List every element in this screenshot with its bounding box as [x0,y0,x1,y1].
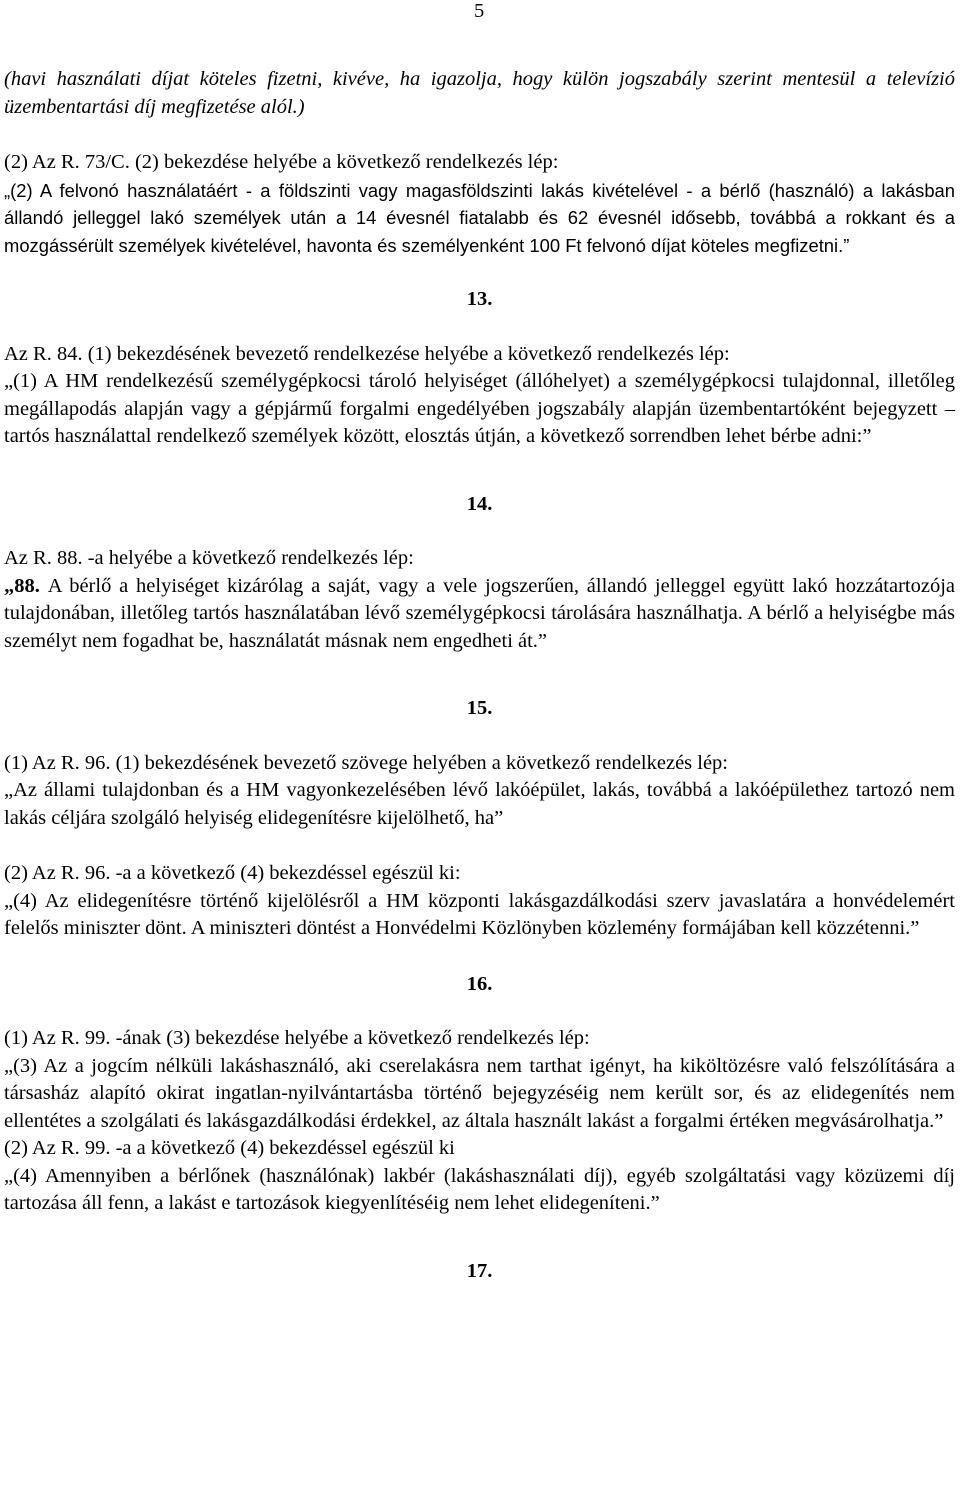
amendment-intro: Az R. 84. (1) bekezdésének bevezető rendelkezése helyébe a következő rendelkezés lép: [4,342,730,365]
section-heading-13: 13. [466,288,493,310]
amendment-quote [4,573,955,656]
amendment-quote: „Az állami tulajdonban és a HM vagyonkezelésében lévő lakóépület, lakás, továbbá a lakóépülethez tartozó nem lakás céljára szolgáló helyiség elidegenítésre kijelölhető, ha” [4,779,955,829]
amendment-quote: „(4) Amennyiben a bérlőnek (használónak) lakbér (lakáshasználati díj), egyéb szolgáltatási vagy közüzemi díj tartozása áll fenn, a lakást e tartozások kiegyenlítéséig nem lehet elidegeníteni.” [4,1164,955,1214]
spacer [4,1218,955,1258]
section-heading-16: 16. [466,972,493,995]
paragraph-continuation: (havi használati díjat köteles fizetni, kivéve, ha igazolja, hogy külön jogszabály szerint mentesül a televízió üzembentartási díj megfizetése alól.) [4,68,955,118]
amendment-quote: „(3) Az a jogcím nélküli lakáshasználó, aki cserelakásra nem tarthat igényt, ha kiköltözésre való felszólítására a társasház alapító okirat ingatlan-nyilvántartásba történő bejegyzéséig nem került sor, és az elidegenítés nem ellentétes a szolgálati és lakásgazdálkodási érdekkel, az általa használt lakást a forgalmi értéken megvásárolhatja.” [4,1054,955,1132]
amendment-intro: (2) Az R. 96. -a a következő (4) bekezdéssel egészül ki: [4,862,461,884]
spacer [4,451,955,491]
spacer [4,723,955,750]
quote-section-number: „88. [4,574,48,597]
amendment-intro: (1) Az R. 96. (1) bekezdésének bevezető szövege helyében a következő rendelkezés lép: [4,751,729,774]
section-heading-14: 14. [466,492,493,515]
amendment-intro: (2) Az R. 99. -a a következő (4) bekezdéssel egészül ki [4,1137,455,1159]
amendment-intro: (1) Az R. 99. -ának (3) bekezdése helyébe a következő rendelkezés lép: [4,1027,590,1049]
amendment-quote: „(2) A felvonó használatáért - a földszinti vagy magasföldszinti lakás kivételével - a bérlő (használó) a lakásban állandó jelleggel lakó személyek után a 14 évesnél fiatalabb és 62 évesnél idősebb, továbbá a rokkant és a mozgássérült személyek kivételével, havonta és személyenként 100 Ft felvonó díjat köteles megfizetni.” [4,179,955,256]
spacer [4,655,955,695]
section-heading-15: 15. [466,697,493,719]
spacer [4,832,955,860]
spacer [4,314,955,341]
amendment-quote: „(1) A HM rendelkezésű személygépkocsi tároló helyiséget (állóhelyet) a személygépkocsi tulajdonnal, illetőleg megállapodás alapján vagy a gépjármű forgalmi engedélyében jogszabály alapján üzembentartóként bejegyzett – tartós használattal rendelkező személyek között, elosztás útján, a következő sorrendben lehet bérbe adni:” [4,370,955,447]
spacer [4,518,955,545]
spacer [4,998,955,1025]
amendment-quote: „(4) Az elidegenítésre történő kijelölésről a HM központi lakásgazdálkodási szerv javaslatára a honvédelemért felelős miniszter dönt. A miniszteri döntést a Honvédelmi Közlönyben közlemény formájában kell közzétenni.” [4,889,955,939]
amendment-intro: (2) Az R. 73/C. (2) bekezdése helyébe a következő rendelkezés lép: [4,151,559,173]
amendment-intro: Az R. 88. -a helyébe a következő rendelkezés lép: [4,547,414,569]
section-heading-17: 17. [466,1259,493,1282]
page-number: 5 [474,0,485,22]
spacer [4,121,955,149]
quote-text: A bérlő a helyiséget kizárólag a saját, vagy a vele jogszerűen, állandó jelleggel együtt lakó hozzátartozója tulajdonában, illetőleg tartós használatában lévő személygépkocsi tárolására használhatja. A bérlő a helyiségbe más személyt nem fogadhat be, használatát másnak nem engedheti át.” [4,574,956,652]
document-body [4,66,955,1285]
spacer [4,943,955,971]
spacer [4,259,955,286]
